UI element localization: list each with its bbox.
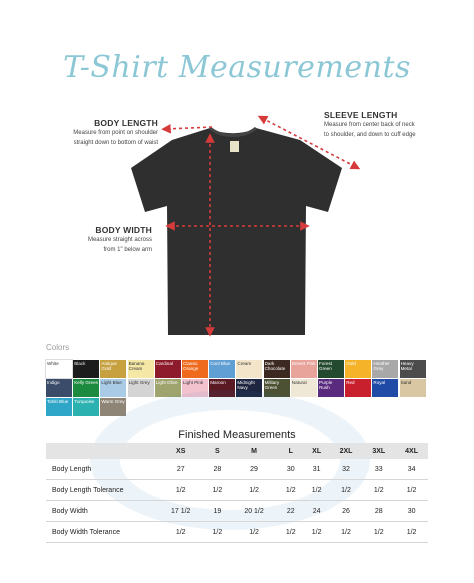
body-width-annotation (56, 225, 152, 254)
body-width-heading: BODY WIDTH (95, 225, 152, 235)
size-header: 3XL (362, 443, 395, 459)
body-width-desc-2: from 1" below arm (103, 246, 152, 253)
finished-measurements-table (46, 443, 428, 543)
color-swatch: Warm Grey (100, 398, 126, 416)
color-swatch: Cardinal (155, 360, 181, 378)
color-swatch: Antique Gold (100, 360, 126, 378)
table-cell: 34 (395, 459, 428, 480)
table-cell: 26 (330, 501, 363, 522)
colors-label: Colors (46, 343, 70, 352)
table-cell: 1/2 (304, 480, 330, 501)
table-cell: 1/2 (330, 522, 363, 543)
color-swatch: Forest Green (318, 360, 344, 378)
table-cell: 33 (362, 459, 395, 480)
color-swatch: Light Olive (155, 379, 181, 397)
color-swatch: Cool Blue (209, 360, 235, 378)
row-label: Body Width (46, 501, 157, 522)
color-swatch: Gold (345, 360, 371, 378)
color-swatch: Classic Orange (182, 360, 208, 378)
sleeve-length-desc-1: Measure from center back of neck (324, 122, 415, 128)
size-header: 4XL (395, 443, 428, 459)
color-swatch: Indigo (46, 379, 72, 397)
color-swatch: Light Blue (100, 379, 126, 397)
body-length-desc-2: straight down to bottom of waist (73, 139, 158, 146)
color-swatch: Desert Pink (291, 360, 317, 378)
color-swatch: Light Pink (182, 379, 208, 397)
sleeve-length-heading: SLEEVE LENGTH (324, 110, 398, 120)
table-cell: 31 (304, 459, 330, 480)
table-cell: 1/2 (362, 522, 395, 543)
color-swatch: Purple Rush (318, 379, 344, 397)
table-cell: 1/2 (230, 480, 277, 501)
table-row (46, 459, 428, 480)
table-row (46, 501, 428, 522)
table-row (46, 522, 428, 543)
table-cell: 1/2 (204, 480, 230, 501)
color-swatch: Midnight Navy (236, 379, 262, 397)
size-header: L (278, 443, 304, 459)
color-swatch: Black (73, 360, 99, 378)
row-label: Body Width Tolerance (46, 522, 157, 543)
color-swatch: Dark Chocolate (264, 360, 290, 378)
size-header: M (230, 443, 277, 459)
color-swatch: Natural (291, 379, 317, 397)
size-header-blank (46, 443, 157, 459)
row-label: Body Length (46, 459, 157, 480)
table-cell: 1/2 (204, 522, 230, 543)
table-cell: 28 (362, 501, 395, 522)
body-width-desc-1: Measure straight across (87, 237, 152, 243)
table-cell: 1/2 (157, 522, 204, 543)
table-cell: 24 (304, 501, 330, 522)
color-swatch: Military Green (264, 379, 290, 397)
size-header-row (46, 443, 428, 459)
color-swatch: Kelly Green (73, 379, 99, 397)
finished-measurements-title: Finished Measurements (178, 429, 296, 441)
color-swatch: White (46, 360, 72, 378)
table-cell: 19 (204, 501, 230, 522)
color-swatch: Red (345, 379, 371, 397)
size-header: XS (157, 443, 204, 459)
size-header: S (204, 443, 230, 459)
body-length-pointer (166, 127, 212, 129)
page-title: T-Shirt Measurements (63, 50, 411, 85)
sleeve-length-desc-2: to shoulder, and down to cuff edge (324, 131, 416, 138)
color-swatch: Sand (400, 379, 426, 397)
table-cell: 1/2 (230, 522, 277, 543)
table-row (46, 480, 428, 501)
table-cell: 30 (278, 459, 304, 480)
color-swatch: Light Grey (128, 379, 154, 397)
table-cell: 1/2 (278, 522, 304, 543)
tshirt-tag (230, 141, 239, 152)
table-cell: 1/2 (362, 480, 395, 501)
color-swatch: Cream (236, 360, 262, 378)
color-swatch: Maroon (209, 379, 235, 397)
table-cell: 28 (204, 459, 230, 480)
sleeve-length-annotation (324, 110, 456, 139)
color-swatch: Turquoise (73, 398, 99, 416)
color-swatch: Royal (372, 379, 398, 397)
table-cell: 20 1/2 (230, 501, 277, 522)
table-cell: 30 (395, 501, 428, 522)
table-cell: 27 (157, 459, 204, 480)
color-swatch: Heather Grey (372, 360, 398, 378)
table-cell: 1/2 (395, 480, 428, 501)
color-swatch: Heavy Metal (400, 360, 426, 378)
table-cell: 1/2 (157, 480, 204, 501)
size-header: 2XL (330, 443, 363, 459)
table-cell: 22 (278, 501, 304, 522)
tshirt-shape (131, 128, 342, 335)
table-cell: 1/2 (304, 522, 330, 543)
color-swatch: Tahiti Blue (46, 398, 72, 416)
table-cell: 17 1/2 (157, 501, 204, 522)
table-cell: 1/2 (330, 480, 363, 501)
color-swatch: Banana Cream (128, 360, 154, 378)
table-cell: 32 (330, 459, 363, 480)
body-length-heading: BODY LENGTH (94, 118, 158, 128)
row-label: Body Length Tolerance (46, 480, 157, 501)
size-header: XL (304, 443, 330, 459)
body-length-desc-1: Measure from point on shoulder (73, 130, 158, 136)
table-cell: 1/2 (278, 480, 304, 501)
body-length-annotation (46, 118, 158, 147)
table-cell: 29 (230, 459, 277, 480)
table-cell: 1/2 (395, 522, 428, 543)
